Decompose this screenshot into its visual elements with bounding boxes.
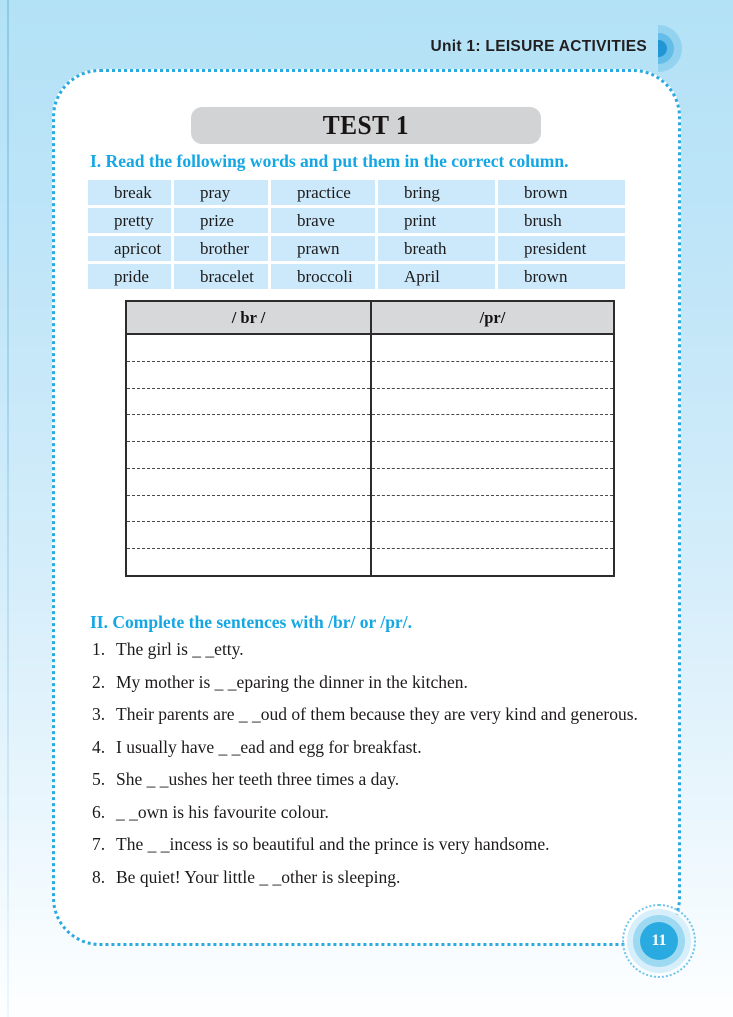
answer-blank-line — [372, 496, 613, 523]
word-cell: prawn — [271, 236, 375, 261]
sentence-text: _ _own is his favourite colour. — [116, 801, 329, 822]
answer-blank-line — [127, 335, 370, 362]
word-table — [88, 180, 625, 289]
sentence-number: 6. — [92, 801, 106, 822]
word-cell: brother — [174, 236, 268, 261]
answer-blank-line — [127, 549, 370, 575]
page-number-ring-inner — [633, 915, 685, 967]
word-cell: brown — [498, 264, 625, 289]
sort-column-body — [372, 335, 613, 575]
answer-blank-line — [127, 522, 370, 549]
sentence-number: 4. — [92, 736, 106, 757]
word-cell: print — [378, 208, 495, 233]
word-cell: practice — [271, 180, 375, 205]
sentence-item — [92, 737, 667, 757]
sentence-text: The girl is _ _etty. — [116, 639, 244, 659]
page-spine-line — [7, 0, 9, 1017]
answer-blank-line — [372, 362, 613, 389]
word-cell: broccoli — [271, 264, 375, 289]
page-number-badge — [622, 904, 696, 978]
sentence-item — [92, 802, 667, 822]
sentence-item — [92, 704, 667, 724]
content-panel — [52, 69, 681, 946]
answer-blank-line — [372, 335, 613, 362]
sort-column-body — [127, 335, 370, 575]
answer-blank-line — [127, 469, 370, 496]
sentence-text: Be quiet! Your little _ _other is sleeping. — [116, 866, 401, 887]
sort-column-br — [127, 302, 370, 575]
sentence-list — [92, 639, 667, 887]
word-cell: bring — [378, 180, 495, 205]
test-title: TEST 1 — [322, 110, 410, 140]
unit-header: Unit 1: LEISURE ACTIVITIES — [430, 38, 647, 55]
word-cell: brush — [498, 208, 625, 233]
answer-blank-line — [372, 469, 613, 496]
word-cell: break — [88, 180, 171, 205]
word-cell: breath — [378, 236, 495, 261]
answer-blank-line — [127, 415, 370, 442]
word-cell: apricot — [88, 236, 171, 261]
sentence-text: She _ _ushes her teeth three times a day. — [116, 769, 400, 789]
answer-blank-line — [372, 442, 613, 469]
sentence-item — [92, 867, 667, 887]
word-cell: April — [378, 264, 495, 289]
test-title-badge — [191, 107, 541, 144]
section-i-heading: I. Read the following words and put them in the correct column. — [90, 151, 569, 171]
sentence-text: My mother is _ _eparing the dinner in the kitchen. — [116, 671, 468, 692]
answer-blank-line — [372, 389, 613, 416]
word-cell: president — [498, 236, 625, 261]
answer-blank-line — [127, 362, 370, 389]
answer-blank-line — [127, 389, 370, 416]
answer-blank-line — [372, 549, 613, 575]
sentence-text: I usually have _ _ead and egg for breakfast. — [116, 736, 422, 757]
sentence-number: 2. — [92, 671, 106, 692]
word-cell: brave — [271, 208, 375, 233]
word-cell: bracelet — [174, 264, 268, 289]
word-cell: pray — [174, 180, 268, 205]
sort-column-pr-header: /pr/ — [372, 302, 613, 335]
section-ii-heading: II. Complete the sentences with /br/ or /pr/. — [90, 612, 412, 632]
word-cell: brown — [498, 180, 625, 205]
sentence-number: 8. — [92, 866, 106, 887]
page-number-ring-outer — [627, 909, 691, 973]
word-cell: pride — [88, 264, 171, 289]
sort-column-br-header: / br / — [127, 302, 370, 335]
sentence-number: 5. — [92, 769, 106, 789]
answer-blank-line — [127, 496, 370, 523]
word-cell: pretty — [88, 208, 171, 233]
sentence-text: The _ _incess is so beautiful and the prince is very handsome. — [116, 834, 550, 854]
sentence-number: 3. — [92, 704, 106, 724]
sort-column-pr — [370, 302, 613, 575]
sentence-item — [92, 672, 667, 692]
sentence-text: Their parents are _ _oud of them because they are very kind and generous. — [116, 704, 638, 724]
answer-blank-line — [127, 442, 370, 469]
page-number: 11 — [640, 922, 678, 960]
sentence-item — [92, 834, 667, 854]
word-cell: prize — [174, 208, 268, 233]
sentence-item — [92, 769, 667, 789]
answer-blank-line — [372, 522, 613, 549]
sentence-item — [92, 639, 667, 659]
sentence-number: 7. — [92, 834, 106, 854]
sentence-number: 1. — [92, 639, 106, 659]
answer-blank-line — [372, 415, 613, 442]
sort-table — [125, 300, 615, 577]
